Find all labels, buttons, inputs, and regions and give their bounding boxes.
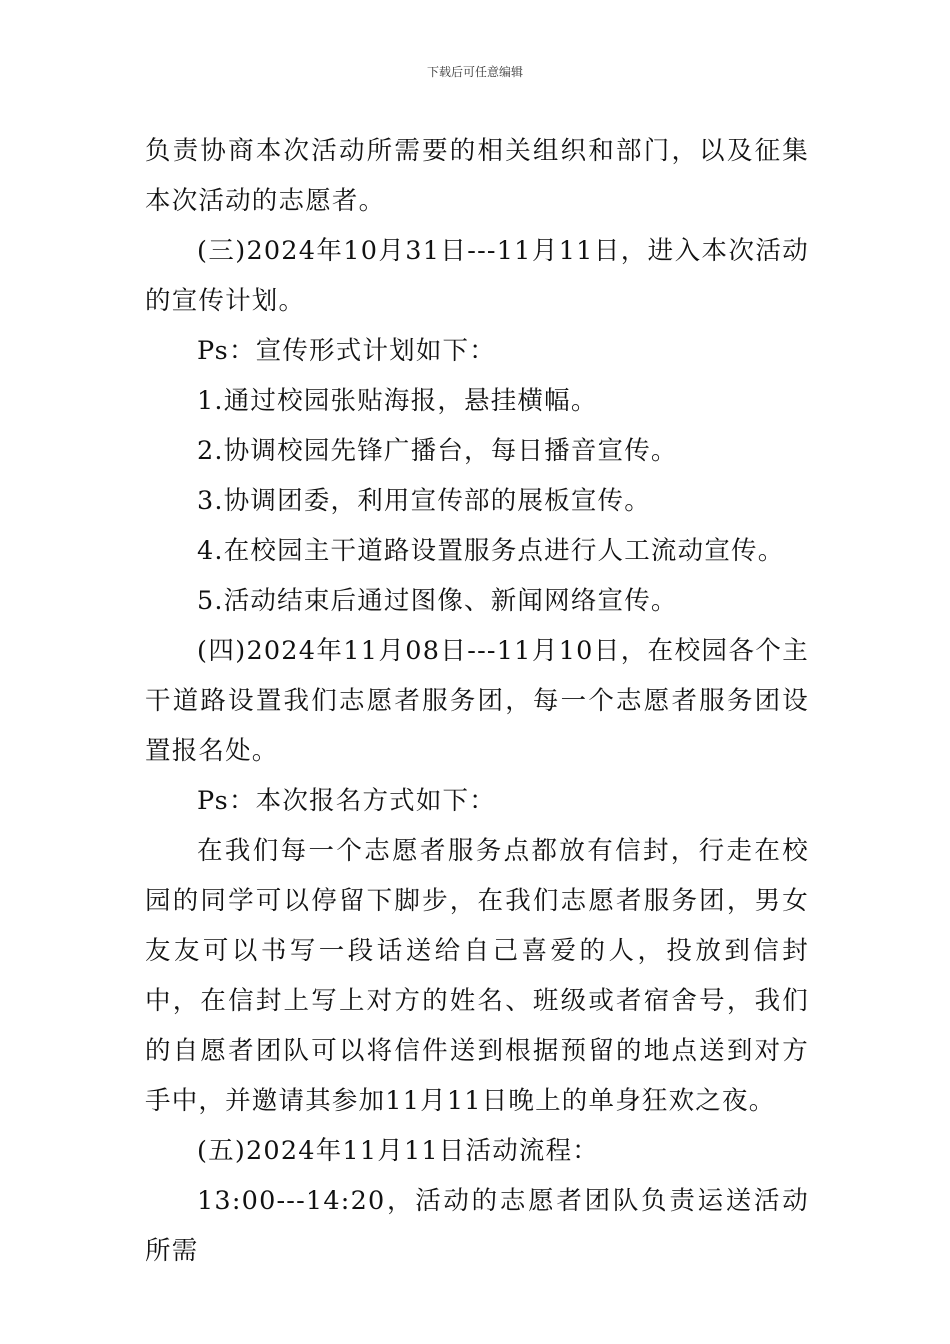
paragraph-10: Ps：本次报名方式如下： [197, 786, 496, 816]
paragraph-11: 在我们每一个志愿者服务点都放有信封，行走在校园的同学可以停留下脚步，在我们志愿者服务团，男女友友可以书写一段话送给自己喜爱的人，投放到信封中，在信封上写上对方的姓名、班级或者宿舍号，我们的自愿者团队可以将信件送到根据预留的地点送到对方手中，并邀请其参加11月11日晚上的单身狂欢之夜。 [145, 836, 809, 1116]
paragraph-1: 负责协商本次活动所需要的相关组织和部门，以及征集本次活动的志愿者。 [145, 136, 809, 216]
paragraph-7: 4.在校园主干道路设置服务点进行人工流动宣传。 [197, 536, 785, 566]
paragraph-2: (三)2024年10月31日---11月11日，进入本次活动的宣传计划。 [145, 236, 809, 316]
paragraph-13: 13:00---14:20，活动的志愿者团队负责运送活动所需 [145, 1186, 809, 1266]
paragraph-9: (四)2024年11月08日---11月10日，在校园各个主干道路设置我们志愿者服务团，每一个志愿者服务团设置报名处。 [145, 636, 809, 766]
paragraph-3: Ps：宣传形式计划如下： [197, 336, 496, 366]
page-header: 下载后可任意编辑 [426, 65, 523, 79]
document-body [145, 126, 809, 1276]
paragraph-8: 5.活动结束后通过图像、新闻网络宣传。 [197, 586, 678, 616]
paragraph-5: 2.协调校园先锋广播台，每日播音宣传。 [197, 436, 678, 466]
paragraph-4: 1.通过校园张贴海报，悬挂横幅。 [197, 386, 598, 416]
paragraph-6: 3.协调团委，利用宣传部的展板宣传。 [197, 486, 651, 516]
paragraph-12: (五)2024年11月11日活动流程： [197, 1136, 599, 1166]
